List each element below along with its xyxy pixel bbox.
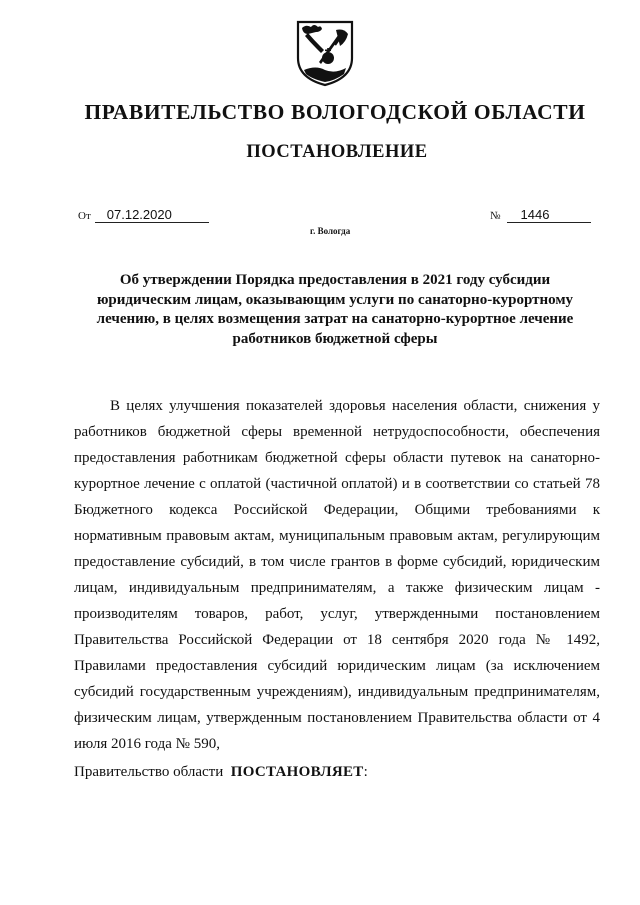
body-line: июля 2016 года № 590, <box>74 736 220 752</box>
document-subject <box>85 271 585 349</box>
date-prefix: От <box>78 210 91 222</box>
subject-line: работников бюджетной сферы <box>232 330 438 347</box>
vologda-coat-of-arms-icon <box>294 18 356 88</box>
body-line: Бюджетного кодекса Российской Федерации, Общими требованиями к <box>74 502 600 518</box>
number-value: 1446 <box>507 208 591 223</box>
body-line: физическим лицам, утвержденным постановлением Правительства области от 4 <box>74 710 600 726</box>
body-line: нормативным правовым актам, муниципальным правовым актам, регулирующим <box>74 528 600 544</box>
subject-line: Об утверждении Порядка предоставления в 2021 году субсидии <box>119 272 551 288</box>
resolution-verb: ПОСТАНОВЛЯЕТ <box>230 764 364 780</box>
body-line: Правилами предоставления субсидий юридическим лицам (за исключением <box>74 658 600 674</box>
body-line: Правительства Российской Федерации от 18 сентября 2020 года № 1492, <box>74 632 600 648</box>
body-line: предоставления работникам бюджетной сферы области путевок на санаторно- <box>74 450 600 466</box>
document-date <box>78 207 209 223</box>
number-prefix: № <box>490 210 501 222</box>
document-number <box>490 207 591 223</box>
document-body <box>74 393 600 757</box>
subject-line: юридическим лицам, оказывающим услуги по санаторно-курортному <box>96 291 574 308</box>
body-line: производителям товаров, работ, услуг, утвержденными постановлением <box>74 606 600 622</box>
subject-line: лечению, в целях возмещения затрат на санаторно-курортное лечение <box>96 311 574 327</box>
government-title: ПРАВИТЕЛЬСТВО ВОЛОГОДСКОЙ ОБЛАСТИ <box>84 100 586 124</box>
resolution-suffix: : <box>363 764 368 780</box>
resolution-prefix: Правительство области <box>74 764 224 780</box>
body-line: субсидий государственным учреждениям), индивидуальным предпринимателям, <box>74 684 600 700</box>
document-type-title: ПОСТАНОВЛЕНИЕ <box>246 142 428 162</box>
body-line: предоставление субсидий, в том числе грантов в форме субсидий, юридическим <box>74 554 600 570</box>
body-line: лицам, индивидуальным предпринимателям, а также физическим лицам - <box>74 580 600 596</box>
resolution-line <box>74 764 368 781</box>
body-line: работников бюджетной сферы временной нетрудоспособности, обеспечения <box>74 424 600 440</box>
date-value: 07.12.2020 <box>95 208 209 223</box>
body-line: В целях улучшения показателей здоровья населения области, снижения у <box>110 398 600 414</box>
city-label: г. Вологда <box>310 226 351 236</box>
body-line: курортное лечение с оплатой (частичной оплатой) и в соответствии со статьей 78 <box>74 476 600 492</box>
